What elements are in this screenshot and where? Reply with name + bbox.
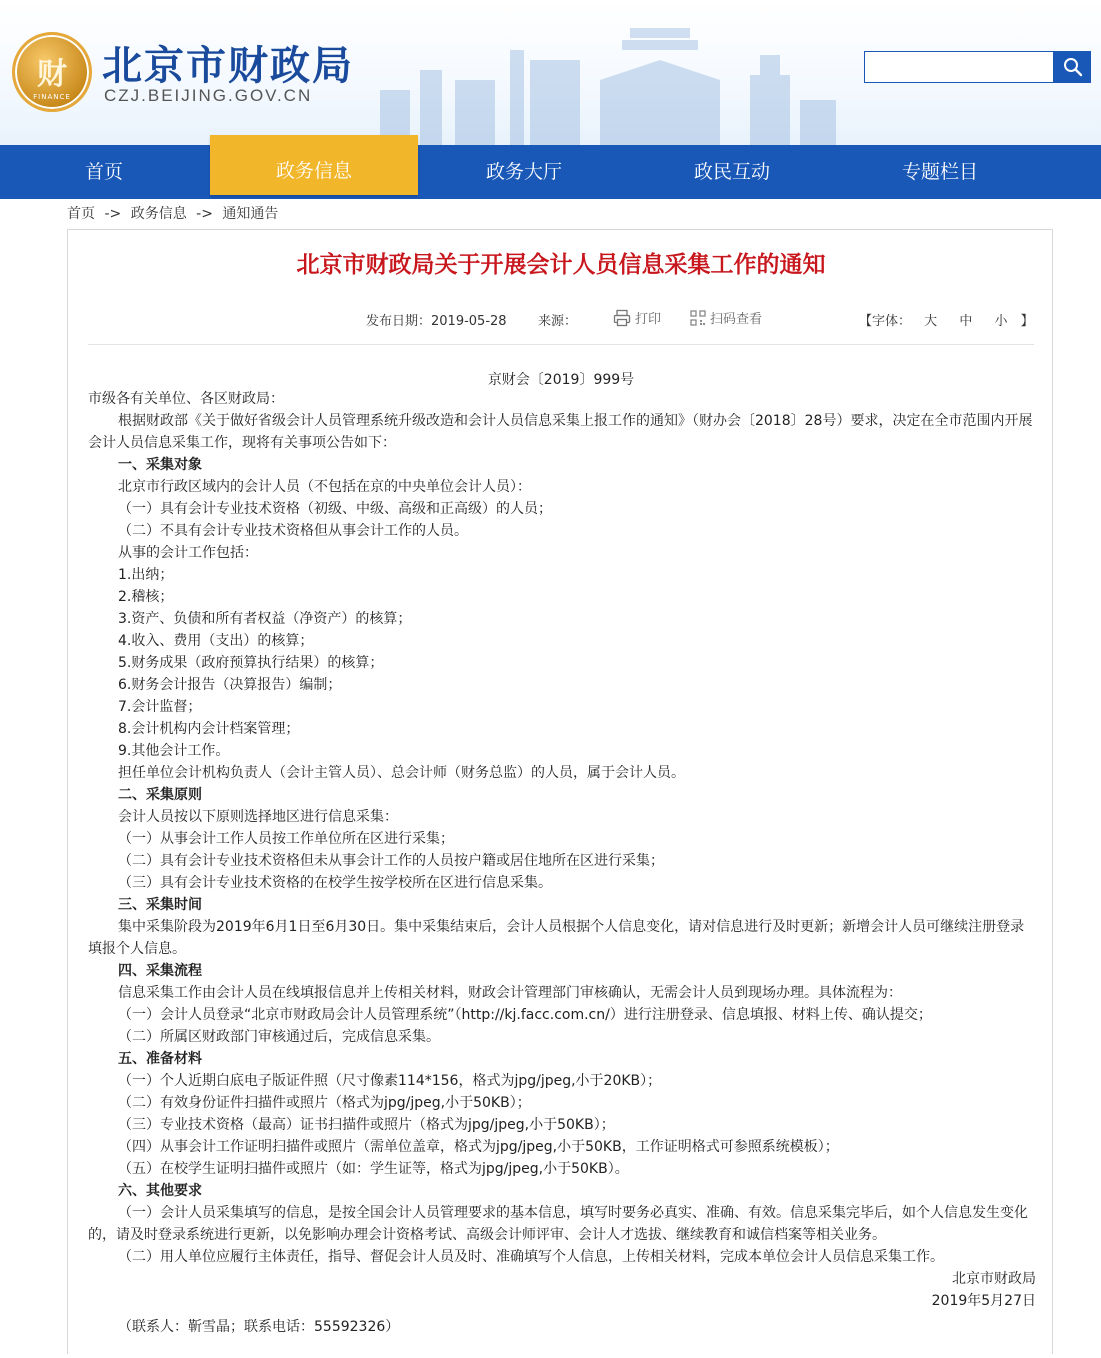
font-size-label: 【字体： [859, 314, 912, 329]
main-nav [0, 145, 1101, 199]
article-title: 北京市财政局关于开展会计人员信息采集工作的通知 [296, 252, 826, 278]
breadcrumb [67, 203, 278, 223]
article-meta [68, 308, 1054, 330]
article-paragraph: 集中采集阶段为2019年6月1日至6月30日。集中采集结束后，会计人员根据个人信息变化，请对信息进行及时更新；新增会计人员可继续注册登录填报个人信息。 [88, 919, 1025, 957]
printer-icon [613, 309, 631, 327]
source-label: 来源： [538, 314, 578, 329]
nav-item-home[interactable]: 首页 [84, 161, 123, 183]
scan-qr-button[interactable] [690, 308, 762, 327]
article-paragraph: （二）有效身份证件扫描件或照片（格式为jpg/jpeg,小于50KB）； [118, 1095, 531, 1111]
breadcrumb-government-info[interactable]: 政务信息 [130, 206, 187, 222]
breadcrumb-home[interactable]: 首页 [67, 206, 95, 222]
font-size-close-bracket: 】 [1020, 314, 1034, 329]
article-paragraph: 4.收入、费用（支出）的核算； [118, 633, 314, 649]
article-paragraph: 9.其他会计工作。 [118, 743, 230, 759]
document-number: 京财会〔2019〕999号 [487, 372, 635, 388]
finance-bureau-logo[interactable] [12, 32, 92, 112]
article-paragraph: （四）从事会计工作证明扫描件或照片（需单位盖章，格式为jpg/jpeg,小于50KB，工作证明格式可参照系统模板）； [118, 1139, 839, 1155]
article-paragraph: （一）会计人员采集填写的信息，是按全国会计人员管理要求的基本信息，填写时要务必真实、准确、有效。信息采集完毕后，如个人信息发生变化的，请及时登录系统进行更新，以免影响办理会计资格考试、高级会计师评审、会计人才选拔、继续教育和诚信档案等相关业务。 [88, 1205, 1028, 1243]
nav-item-service-hall[interactable]: 政务大厅 [485, 161, 562, 183]
section-heading: 五、准备材料 [118, 1051, 202, 1067]
nav-item-special-topics[interactable]: 专题栏目 [901, 161, 978, 183]
font-size-selector [859, 310, 1034, 329]
article-paragraph: 根据财政部《关于做好省级会计人员管理系统升级改造和会计人员信息采集上报工作的通知》（财办会〔2018〕28号）要求，决定在全市范围内开展会计人员信息采集工作，现将有关事项公告如下： [88, 413, 1033, 451]
section-heading: 二、采集原则 [118, 787, 202, 803]
breadcrumb-notices[interactable]: 通知通告 [222, 206, 279, 222]
breadcrumb-separator: -> [196, 206, 213, 222]
print-button[interactable] [613, 308, 661, 327]
city-skyline-illustration [360, 20, 840, 145]
article-paragraph: 3.资产、负债和所有者权益（净资产）的核算； [118, 611, 412, 627]
search-input[interactable] [864, 51, 1054, 83]
article-paragraph: 信息采集工作由会计人员在线填报信息并上传相关材料，财政会计管理部门审核确认，无需会计人员到现场办理。具体流程为： [118, 985, 902, 1001]
font-size-large[interactable]: 大 [924, 314, 938, 329]
article-paragraph: 5.财务成果（政府预算执行结果）的核算； [118, 655, 384, 671]
section-heading: 三、采集时间 [118, 897, 202, 913]
article-container [67, 229, 1053, 1354]
article-paragraph: 从事的会计工作包括： [118, 545, 258, 561]
article-paragraph: 2019年5月27日 [931, 1293, 1036, 1309]
breadcrumb-separator: -> [104, 206, 122, 222]
article-paragraph: （二）不具有会计专业技术资格但从事会计工作的人员。 [118, 523, 468, 539]
section-heading: 六、其他要求 [118, 1183, 202, 1199]
article-paragraph: 7.会计监督； [118, 699, 202, 715]
article-paragraph: 北京市行政区域内的会计人员（不包括在京的中央单位会计人员）： [118, 479, 531, 495]
publish-date: 发布日期：2019-05-28 [366, 314, 507, 329]
article-body [88, 388, 1036, 1338]
search-icon [1063, 57, 1083, 77]
article-paragraph: 会计人员按以下原则选择地区进行信息采集： [118, 809, 398, 825]
article-paragraph: （二）用人单位应履行主体责任，指导、督促会计人员及时、准确填写个人信息，上传相关材料，完成本单位会计人员信息采集工作。 [118, 1249, 944, 1265]
print-label: 打印 [635, 312, 662, 327]
site-domain: CZJ.BEIJING.GOV.CN [104, 86, 313, 105]
article-paragraph: （二）所属区财政部门审核通过后，完成信息采集。 [118, 1029, 440, 1045]
article-paragraph: 北京市财政局 [952, 1271, 1036, 1287]
article-paragraph: 1.出纳； [118, 567, 174, 583]
font-size-small[interactable]: 小 [994, 314, 1008, 329]
article-paragraph: （五）在校学生证明扫描件或照片（如：学生证等，格式为jpg/jpeg,小于50KB）。 [118, 1161, 629, 1177]
article-paragraph: 担任单位会计机构负责人（会计主管人员）、总会计师（财务总监）的人员，属于会计人员。 [118, 765, 685, 781]
article-paragraph: 市级各有关单位、各区财政局： [88, 391, 284, 407]
nav-item-government-info[interactable]: 政务信息 [210, 135, 418, 195]
article-paragraph: （三）具有会计专业技术资格的在校学生按学校所在区进行信息采集。 [118, 875, 552, 891]
article-paragraph: （一）从事会计工作人员按工作单位所在区进行采集； [118, 831, 454, 847]
qr-code-icon [690, 310, 706, 326]
site-header [0, 0, 1101, 145]
logo-seal-character: 财 [37, 57, 67, 92]
section-heading: 一、采集对象 [118, 457, 202, 473]
article-paragraph: （一）个人近期白底电子版证件照（尺寸像素114*156，格式为jpg/jpeg,小于20KB）； [118, 1073, 662, 1089]
logo-seal-text: FINANCE [33, 93, 71, 101]
article-paragraph: 8.会计机构内会计档案管理； [118, 721, 300, 737]
article-paragraph: （一）具有会计专业技术资格（初级、中级、高级和正高级）的人员； [118, 501, 552, 517]
site-title[interactable]: 北京市财政局 [102, 43, 354, 89]
article-paragraph: （二）具有会计专业技术资格但未从事会计工作的人员按户籍或居住地所在区进行采集； [118, 853, 664, 869]
nav-item-public-interaction[interactable]: 政民互动 [693, 161, 770, 183]
article-paragraph: 2.稽核； [118, 589, 174, 605]
article-paragraph: 6.财务会计报告（决算报告）编制； [118, 677, 342, 693]
scan-label: 扫码查看 [710, 312, 763, 327]
search-button[interactable] [1054, 51, 1091, 83]
article-paragraph: （联系人：靳雪晶；联系电话：55592326） [118, 1319, 400, 1335]
font-size-medium[interactable]: 中 [959, 314, 973, 329]
section-heading: 四、采集流程 [118, 963, 202, 979]
divider [88, 344, 1034, 345]
article-paragraph: （一）会计人员登录“北京市财政局会计人员管理系统”（http://kj.facc.com.cn/）进行注册登录、信息填报、材料上传、确认提交； [118, 1007, 932, 1023]
article-paragraph: （三）专业技术资格（最高）证书扫描件或照片（格式为jpg/jpeg,小于50KB）； [118, 1117, 615, 1133]
